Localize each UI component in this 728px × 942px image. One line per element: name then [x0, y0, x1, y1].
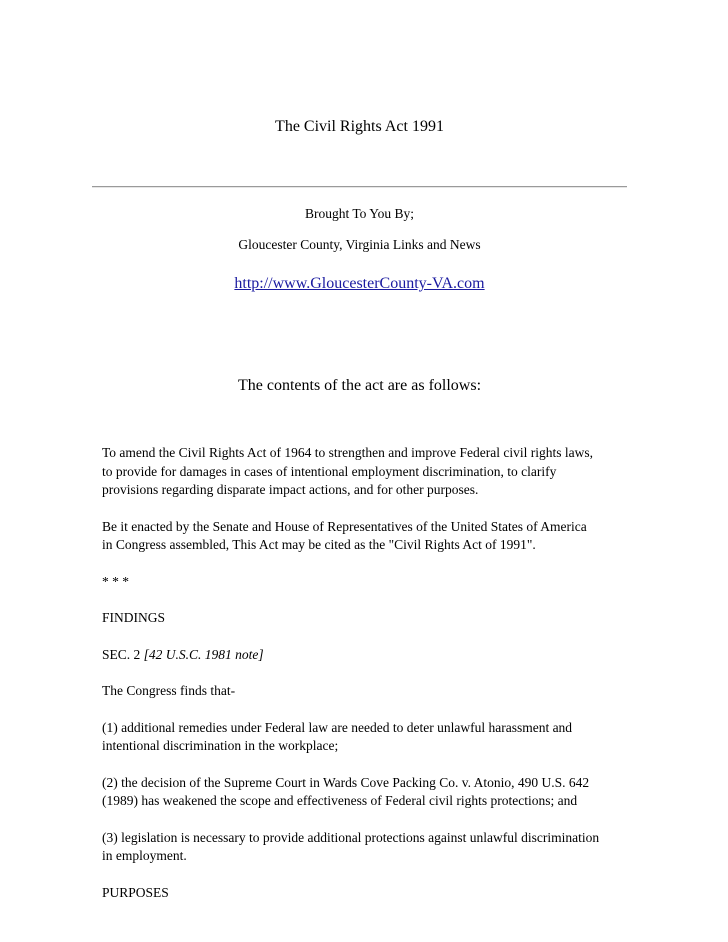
- brought-by-text: Brought To You By;: [304, 206, 415, 221]
- finding-1: [102, 719, 642, 756]
- separator: * * *: [102, 573, 129, 589]
- finding-line: (1) additional remedies under Federal law are needed to deter unlawful harassment and: [102, 719, 573, 735]
- finding-line: (3) legislation is necessary to provide additional protections against unlawful discrimination: [102, 829, 600, 845]
- enactment-line: Be it enacted by the Senate and House of Representatives of the United States of America: [102, 518, 587, 534]
- site-link[interactable]: http://www.GloucesterCounty-VA.com: [234, 275, 485, 292]
- preamble-line: provisions regarding disparate impact actions, and for other purposes.: [102, 482, 479, 497]
- contents-intro: The contents of the act are as follows:: [237, 377, 482, 394]
- act-body: [102, 444, 642, 920]
- site-name-text: Gloucester County, Virginia Links and News: [238, 237, 481, 252]
- finding-3: [102, 829, 642, 866]
- finding-line: (2) the decision of the Supreme Court in Wards Cove Packing Co. v. Atonio, 490 U.S. 642: [102, 774, 590, 790]
- horizontal-rule: [92, 186, 627, 188]
- document-title: The Civil Rights Act 1991: [275, 118, 444, 135]
- findings-heading: FINDINGS: [102, 610, 166, 625]
- preamble-paragraph: [102, 444, 642, 500]
- enactment-paragraph: [102, 518, 642, 555]
- congress-finds: The Congress finds that-: [102, 683, 236, 698]
- preamble-line: to provide for damages in cases of intentional employment discrimination, to clarify: [102, 463, 557, 479]
- finding-line: (1989) has weakened the scope and effectiveness of Federal civil rights protections; and: [102, 793, 578, 808]
- purposes-heading: PURPOSES: [102, 884, 169, 900]
- section-2-label: SEC. 2: [102, 646, 141, 662]
- finding-2: [102, 774, 642, 811]
- enactment-line: in Congress assembled, This Act may be cited as the "Civil Rights Act of 1991".: [102, 537, 536, 552]
- preamble-line: To amend the Civil Rights Act of 1964 to strengthen and improve Federal civil rights laws,: [102, 445, 593, 460]
- section-2-citation: [42 U.S.C. 1981 note]: [143, 646, 264, 662]
- finding-line: intentional discrimination in the workplace;: [102, 738, 339, 753]
- finding-line: in employment.: [102, 848, 187, 863]
- section-2-heading: [102, 646, 642, 665]
